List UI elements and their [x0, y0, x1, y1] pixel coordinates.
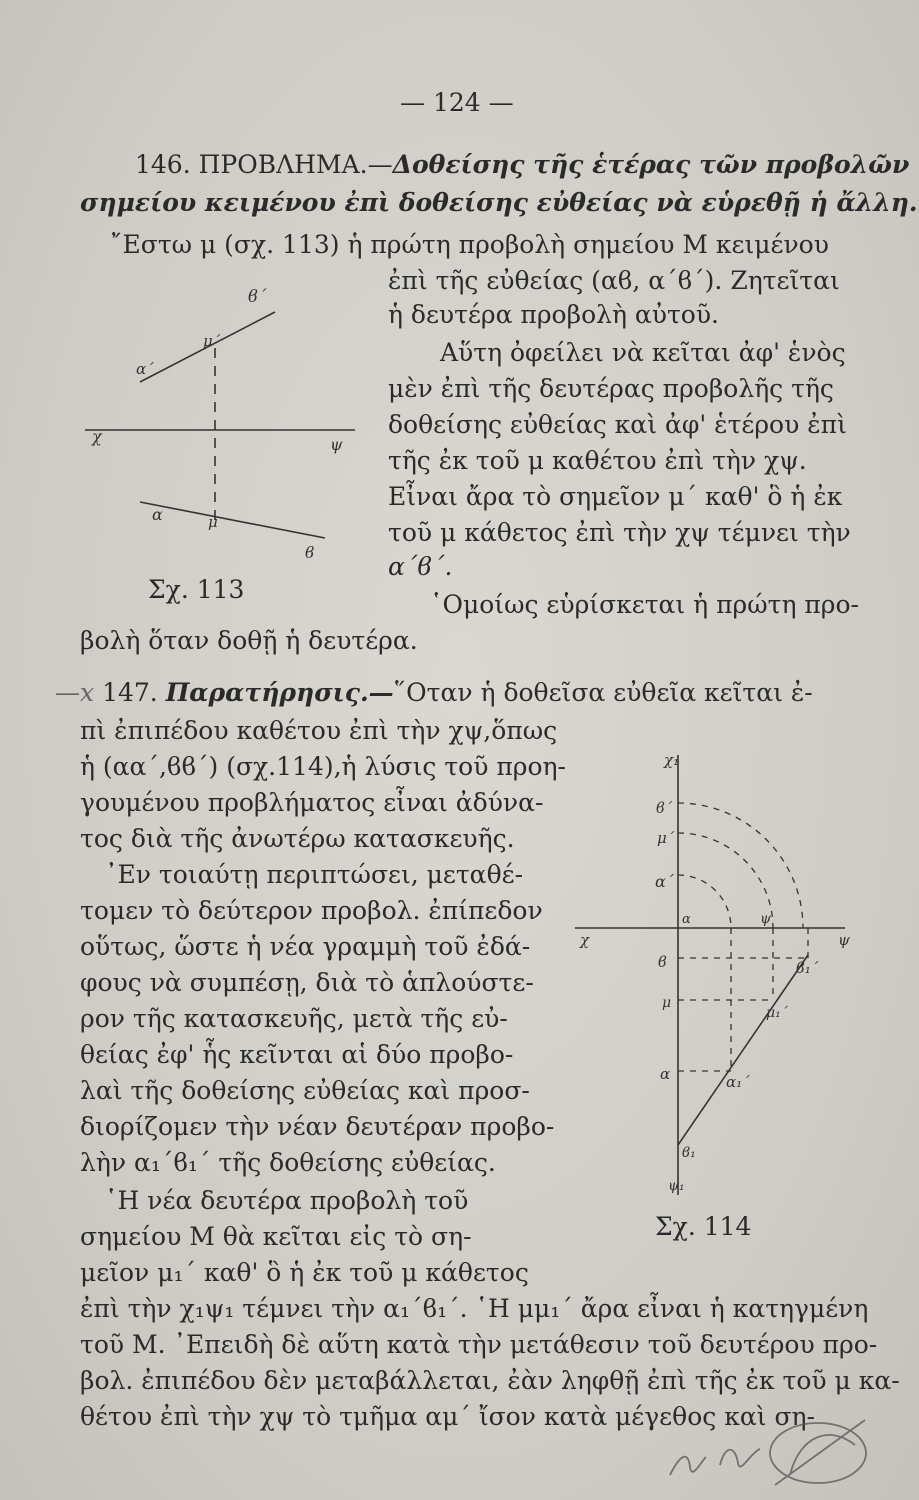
rotation-arc-b [678, 803, 803, 928]
text-line: ἐπὶ τῆς εὐθείας (αϐ, α΄ϐ΄). Ζητεῖται [388, 266, 840, 295]
section-146-heading [135, 150, 910, 180]
text-line: λὴν α₁΄ϐ₁΄ τῆς δοθείσης εὐθείας. [80, 1148, 496, 1177]
text-line: μεῖον μ₁΄ καθ' ὃ ἡ ἐκ τοῦ μ κάθετος [80, 1258, 529, 1287]
text-line: ῞Οταν ἡ δοθεῖσα εὐθεῖα κεῖται ἐ- [393, 678, 813, 707]
text-line: ἡ (αα΄,ϐϐ΄) (σχ.114),ἡ λύσις τοῦ προη- [80, 752, 566, 781]
fig114-label: χ [580, 931, 590, 949]
text-line: δοθείσης εὐθείας καὶ ἀφ' ἑτέρου ἐπὶ [388, 410, 847, 439]
text-line: μὲν ἐπὶ τῆς δευτέρας προβολῆς τῆς [388, 374, 834, 403]
fig114-label: χ₁ [664, 751, 680, 769]
fig114-label: μ΄ [657, 829, 675, 847]
fig114-label: ψ [760, 911, 771, 927]
section-146-label: ΠΡΟΒΛΗΜΑ.— [198, 150, 393, 179]
fig113-label: ϐ [305, 543, 315, 562]
text-line: φους νὰ συμπέσῃ, διὰ τὸ ἁπλούστε- [80, 968, 534, 997]
fig114-label: μ₁΄ [766, 1005, 788, 1021]
fig114-label: α [682, 912, 691, 927]
fig113-label: α [152, 505, 163, 524]
section-146-title-1: Δοθείσης τῆς ἑτέρας τῶν προβολῶν [392, 150, 910, 179]
text-line: ῎Εστω μ (σχ. 113) ἡ πρώτη προβολὴ σημείου Μ κειμένου [110, 230, 829, 259]
text-line: διορίζομεν τὴν νέαν δευτέραν προβο- [80, 1112, 555, 1141]
figure-114-caption: Σχ. 114 [655, 1212, 752, 1241]
figure-113-caption: Σχ. 113 [148, 575, 245, 604]
text-line: ῾Η νέα δευτέρα προβολὴ τοῦ [105, 1186, 469, 1215]
text-line: θέτου ἐπὶ τὴν χψ τὸ τμῆμα αμ΄ ἴσον κατὰ μέγεθος καὶ ση- [80, 1402, 815, 1431]
fig113-label: μ΄ [203, 332, 221, 350]
line-ab [140, 502, 325, 538]
section-147-heading: —x 147. Παρατήρησις.—῞Οταν ἡ δοθεῖσα εὐθεῖα κεῖται ἐ- [55, 678, 813, 707]
fig114-label: ϐ΄ [656, 799, 673, 817]
text-line: σημείου Μ θὰ κεῖται εἰς τὸ ση- [80, 1222, 472, 1251]
fig114-label: α₁΄ [726, 1073, 750, 1091]
fig113-label: μ [208, 513, 218, 531]
fig114-label: ψ₁ [668, 1178, 685, 1194]
text-line: ῾Ομοίως εὑρίσκεται ἡ πρώτη προ- [430, 590, 860, 619]
fig114-label: ϐ [658, 953, 667, 971]
text-line: βολὴ ὅταν δοθῇ ἡ δευτέρα. [80, 626, 418, 655]
figure-113 [80, 270, 380, 600]
fig113-label: ψ [330, 435, 343, 454]
line-a1-b1 [678, 955, 808, 1145]
text-line: α΄ϐ΄. [388, 552, 453, 581]
text-line: θείας ἐφ' ἧς κεῖνται αἱ δύο προβο- [80, 1040, 514, 1069]
text-line: τοῦ Μ. ᾽Επειδὴ δὲ αὕτη κατὰ τὴν μετάθεσιν τοῦ δευτέρου προ- [80, 1330, 878, 1359]
fig114-label: α [660, 1065, 671, 1083]
fig114-label: μ [662, 995, 672, 1011]
section-146-title-2: σημείου κειμένου ἐπὶ δοθείσης εὐθείας νὰ εὑρεθῇ ἡ ἄλλη. [80, 188, 918, 217]
text-line: βολ. ἐπιπέδου δὲν μεταβάλλεται, ἐὰν ληφθῇ ἐπὶ τῆς ἐκ τοῦ μ κα- [80, 1366, 900, 1395]
fig114-label: ψ [838, 931, 850, 949]
figure-114 [560, 745, 860, 1210]
fig114-label: ϐ₁ [682, 1145, 696, 1161]
text-line: πὶ ἐπιπέδου καθέτου ἐπὶ τὴν χψ,ὅπως [80, 716, 558, 745]
text-line: ᾽Εν τοιαύτῃ περιπτώσει, μεταθέ- [105, 860, 524, 889]
section-147-label: Παρατήρησις.— [165, 678, 394, 707]
text-line: τομεν τὸ δεύτερον προβολ. ἐπίπεδον [80, 896, 543, 925]
text-line: τος διὰ τῆς ἀνωτέρω κατασκευῆς. [80, 824, 515, 853]
fig114-label: ϐ₁΄ [796, 959, 819, 977]
text-line: γουμένου προβλήματος εἶναι ἀδύνα- [80, 788, 544, 817]
text-line: ρον τῆς κατασκευῆς, μετὰ τῆς εὐ- [80, 1004, 508, 1033]
fig113-label: α΄ [136, 360, 154, 378]
text-line: ἡ δευτέρα προβολὴ αὐτοῦ. [388, 300, 719, 329]
section-147-number: 147. [102, 678, 158, 707]
text-line: οὕτως, ὥστε ἡ νέα γραμμὴ τοῦ ἐδά- [80, 932, 531, 961]
text-line: ἐπὶ τὴν χ₁ψ₁ τέμνει τὴν α₁΄ϐ₁΄. ῾Η μμ₁΄ ἄρα εἶναι ἡ κατηγμένη [80, 1294, 869, 1323]
fig114-label: α΄ [655, 872, 674, 891]
fig113-label: χ [92, 427, 102, 446]
handwritten-mark [650, 1405, 880, 1500]
rotation-arc-m [678, 833, 773, 928]
text-line: τῆς ἐκ τοῦ μ καθέτου ἐπὶ τὴν χψ. [388, 446, 807, 475]
text-line: λαὶ τῆς δοθείσης εὐθείας καὶ προσ- [80, 1076, 530, 1105]
page-number: — 124 — [400, 88, 514, 117]
text-line: Αὕτη ὀφείλει νὰ κεῖται ἀφ' ἑνὸς [440, 338, 846, 367]
text-line: Εἶναι ἄρα τὸ σημεῖον μ΄ καθ' ὃ ἡ ἐκ [388, 482, 843, 511]
text-line: τοῦ μ κάθετος ἐπὶ τὴν χψ τέμνει τὴν [388, 518, 851, 547]
section-146-number: 146. [135, 150, 191, 179]
fig113-label: ϐ΄ [248, 287, 267, 307]
